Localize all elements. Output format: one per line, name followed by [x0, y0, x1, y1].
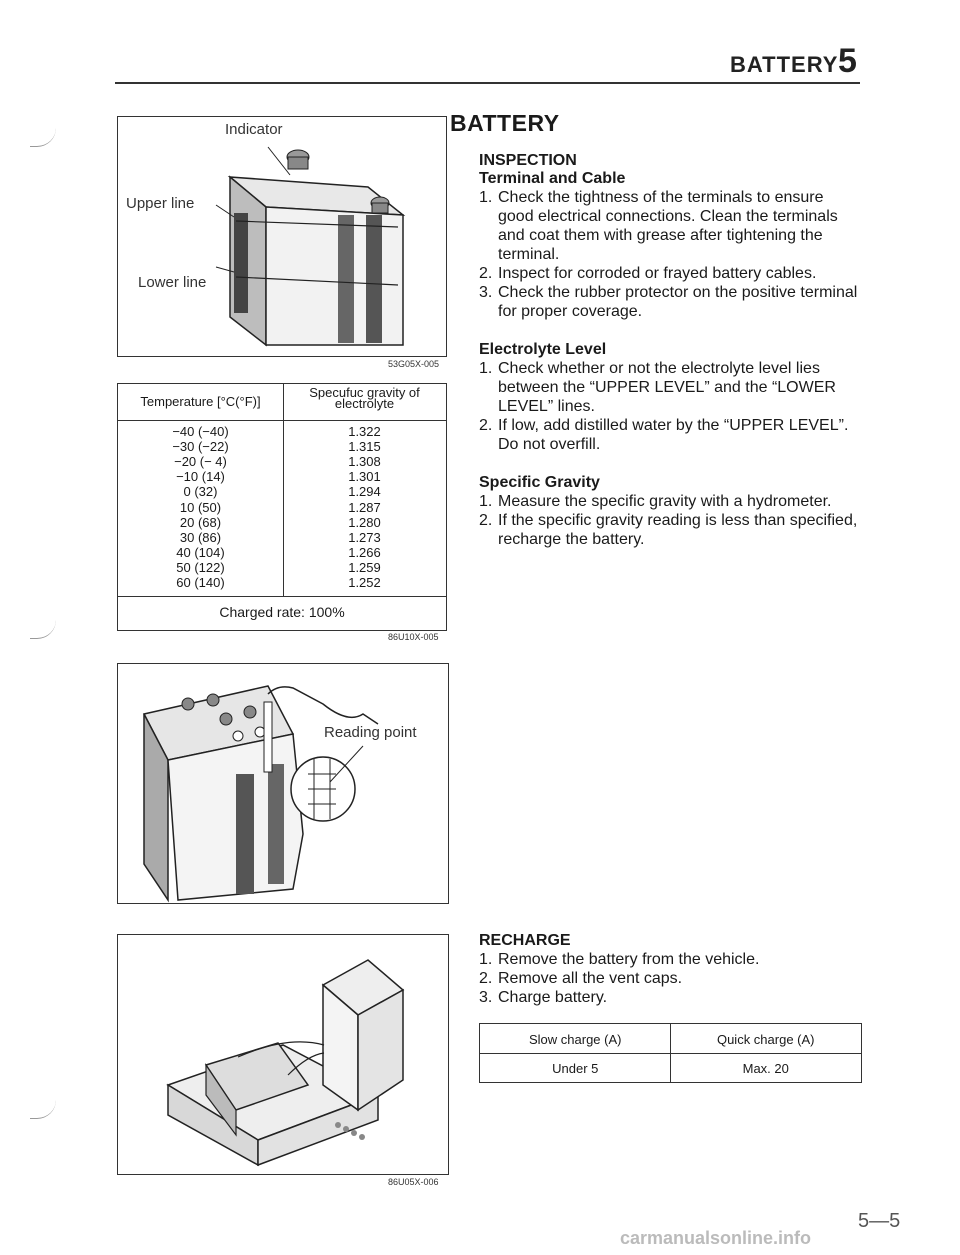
chapter-title: BATTERY [730, 52, 839, 77]
list-item-number: 1. [479, 189, 493, 206]
list-item [479, 492, 861, 511]
list-item-number: 1. [479, 493, 493, 510]
watermark: carmanualsonline.info [620, 1228, 812, 1248]
margin-mark [30, 620, 56, 639]
table-cell-gravity: 1.259 [348, 559, 381, 575]
specific-gravity-table [117, 383, 447, 631]
hydrometer-figure [117, 663, 449, 904]
table-cell-gravity: 1.287 [348, 499, 381, 515]
table-cell-temperature: 50 (122) [176, 559, 225, 575]
table-cell-gravity: 1.315 [348, 439, 381, 455]
recharge-section [479, 932, 861, 1007]
list-item-text: Remove the battery from the vehicle. [498, 951, 760, 968]
table-cell-gravity: 1.308 [348, 454, 381, 470]
list-item-number: 3. [479, 284, 493, 301]
list-item-text: Charge battery. [498, 989, 608, 1006]
list-item [479, 969, 861, 988]
battery-illustration [118, 117, 446, 356]
list-item [479, 416, 861, 454]
table-cell-temperature: 10 (50) [179, 499, 222, 515]
list-item [479, 950, 861, 969]
table-cell-temperature: −20 (− 4) [174, 454, 227, 470]
hydrometer-illustration [118, 664, 448, 903]
chapter-number: 5 [838, 42, 857, 80]
terminal-list [479, 188, 861, 321]
electrolyte-heading: Electrolyte Level [479, 341, 607, 358]
list-item [479, 511, 861, 549]
inspection-section [479, 152, 861, 549]
table-cell-temperature: 40 (104) [176, 544, 225, 560]
table-cell-gravity: 1.294 [348, 484, 381, 500]
table-cell-temperature: −30 (−22) [172, 439, 229, 455]
gravity-list [479, 492, 861, 549]
list-item-text: Measure the specific gravity with a hydrometer. [498, 493, 832, 510]
terminal-heading: Terminal and Cable [479, 170, 626, 187]
table-cell-temperature: 30 (86) [179, 529, 222, 545]
electrolyte-list [479, 359, 861, 454]
table-cell-temperature: 20 (68) [179, 514, 222, 530]
table-cell-gravity: 1.301 [348, 469, 381, 485]
table-cell-gravity: 1.322 [348, 424, 381, 439]
table-cell-temperature: −10 (14) [176, 469, 225, 485]
list-item-text: If the specific gravity reading is less than specified, recharge the battery. [498, 512, 858, 548]
list-item [479, 188, 861, 264]
quick-charge-header: Quick charge (A) [716, 1032, 815, 1047]
header-rule [115, 82, 860, 84]
quick-charge-value: Max. 20 [742, 1061, 789, 1076]
list-item-number: 2. [479, 417, 493, 434]
table-cell-gravity: 1.273 [348, 529, 381, 545]
list-item-text: Check whether or not the electrolyte level lies between the “UPPER LEVEL” and the “LOWER LEVEL” lines. [498, 360, 836, 415]
battery-indicator-figure [117, 116, 447, 357]
reading-point-label: Reading point [324, 724, 417, 741]
list-item-text: Remove all the vent caps. [498, 970, 683, 987]
section-title: BATTERY [450, 110, 560, 136]
list-item-number: 1. [479, 360, 493, 377]
gravity-heading: Specific Gravity [479, 474, 600, 491]
list-item-number: 2. [479, 512, 493, 529]
table-cell-temperature: −40 (−40) [172, 424, 229, 439]
margin-mark [30, 1100, 56, 1119]
recharge-list [479, 950, 861, 1007]
list-item-number: 1. [479, 951, 493, 968]
table-header-temperature: Temperature [°C(°F)] [140, 394, 261, 409]
lower-line-label: Lower line [138, 274, 207, 291]
list-item-text: Check the rubber protector on the positive terminal for proper coverage. [498, 284, 858, 320]
table-cell-gravity: 1.252 [348, 575, 381, 590]
table-header-gravity: Specufuc gravity of electrolyte [309, 385, 420, 411]
charge-table [479, 1023, 862, 1083]
list-item-text: Check the tightness of the terminals to ensure good electrical connections. Clean the terminals and coat them with grease after tightening the terminal. [498, 189, 838, 263]
list-item [479, 359, 861, 416]
table-footer: Charged rate: 100% [219, 604, 345, 620]
list-item-text: If low, add distilled water by the “UPPER LEVEL”. Do not overfill. [498, 417, 849, 453]
list-item [479, 264, 861, 283]
table-cell-temperature: 60 (140) [176, 575, 225, 590]
figure-code: 86U05X-006 [388, 1177, 439, 1187]
charger-illustration [118, 935, 448, 1174]
table-cell-gravity: 1.266 [348, 544, 381, 560]
indicator-label: Indicator [225, 121, 283, 138]
list-item-text: Inspect for corroded or frayed battery cables. [498, 265, 817, 282]
list-item [479, 988, 861, 1007]
slow-charge-value: Under 5 [552, 1061, 599, 1076]
page-number: 5—5 [858, 1210, 901, 1232]
inspection-heading: INSPECTION [479, 152, 577, 169]
charger-figure [117, 934, 449, 1175]
list-item-number: 2. [479, 265, 493, 282]
list-item-number: 3. [479, 989, 493, 1006]
list-item [479, 283, 861, 321]
figure-code: 53G05X-005 [388, 359, 440, 369]
margin-mark [30, 128, 56, 147]
recharge-heading: RECHARGE [479, 932, 571, 949]
slow-charge-header: Slow charge (A) [529, 1032, 622, 1047]
table-cell-temperature: 0 (32) [183, 484, 218, 500]
upper-line-label: Upper line [126, 195, 195, 212]
table-cell-gravity: 1.280 [348, 514, 381, 530]
figure-code: 86U10X-005 [388, 632, 439, 642]
list-item-number: 2. [479, 970, 493, 987]
